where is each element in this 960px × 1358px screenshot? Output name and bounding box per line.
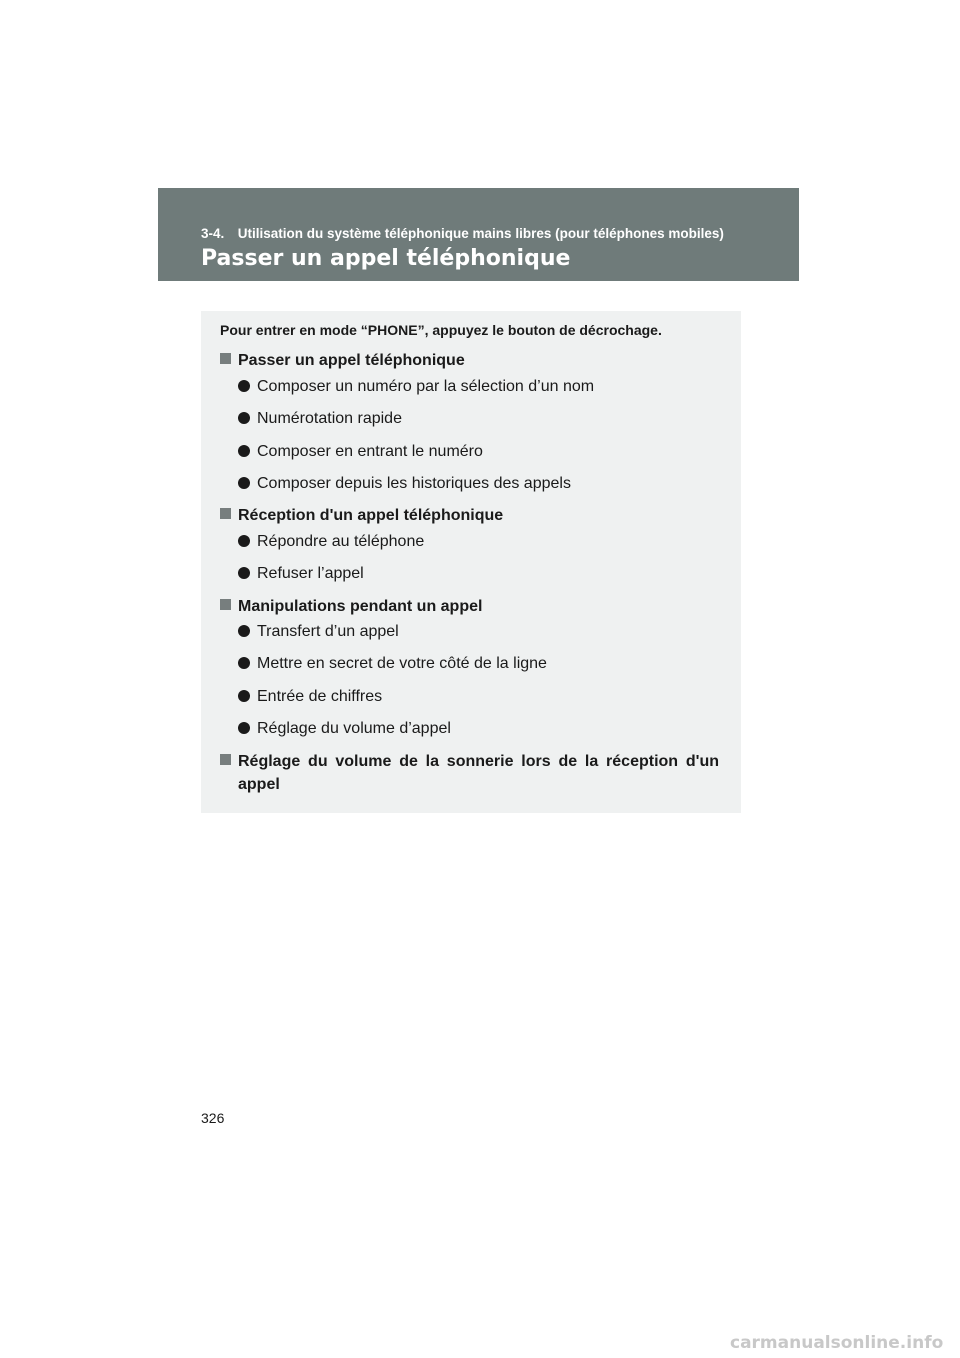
intro-text: Pour entrer en mode “PHONE”, appuyez le bouton de décrochage. [220,322,662,338]
section-heading-receive: Réception d'un appel téléphonique [220,507,503,525]
section-heading-dial: Passer un appel téléphonique [220,352,465,370]
list-item: Transfert d’un appel [238,623,399,641]
list-item: Répondre au téléphone [238,533,424,551]
bullet-icon [238,690,250,702]
square-bullet-icon [220,353,231,364]
list-item: Mettre en secret de votre côté de la ligne [238,655,547,673]
square-bullet-icon [220,599,231,610]
page-title: Passer un appel téléphonique [201,246,571,271]
bullet-icon [238,477,250,489]
list-item: Composer un numéro par la sélection d’un nom [238,378,594,396]
watermark: carmanualsonline.info [730,1333,944,1353]
page-number: 326 [201,1110,225,1126]
list-item: Numérotation rapide [238,410,402,428]
bullet-icon [238,722,250,734]
section-label: 3-4. Utilisation du système téléphonique mains libres (pour téléphones mobiles) [201,226,724,241]
content-box [201,311,741,813]
list-item: Réglage du volume d’appel [238,720,451,738]
list-item: Composer depuis les historiques des appels [238,475,571,493]
bullet-icon [238,657,250,669]
bullet-icon [238,625,250,637]
bullet-icon [238,412,250,424]
section-heading-during-call: Manipulations pendant un appel [220,598,482,616]
list-item: Composer en entrant le numéro [238,443,483,461]
bullet-icon [238,380,250,392]
bullet-icon [238,445,250,457]
bullet-icon [238,567,250,579]
list-item: Entrée de chiffres [238,688,382,706]
square-bullet-icon [220,508,231,519]
section-heading-ringtone: Réglage du volume de la sonnerie lors de la réception d'un appel [220,750,720,796]
list-item: Refuser l’appel [238,565,364,583]
chapter-header [158,188,799,281]
bullet-icon [238,535,250,547]
square-bullet-icon [220,754,231,765]
